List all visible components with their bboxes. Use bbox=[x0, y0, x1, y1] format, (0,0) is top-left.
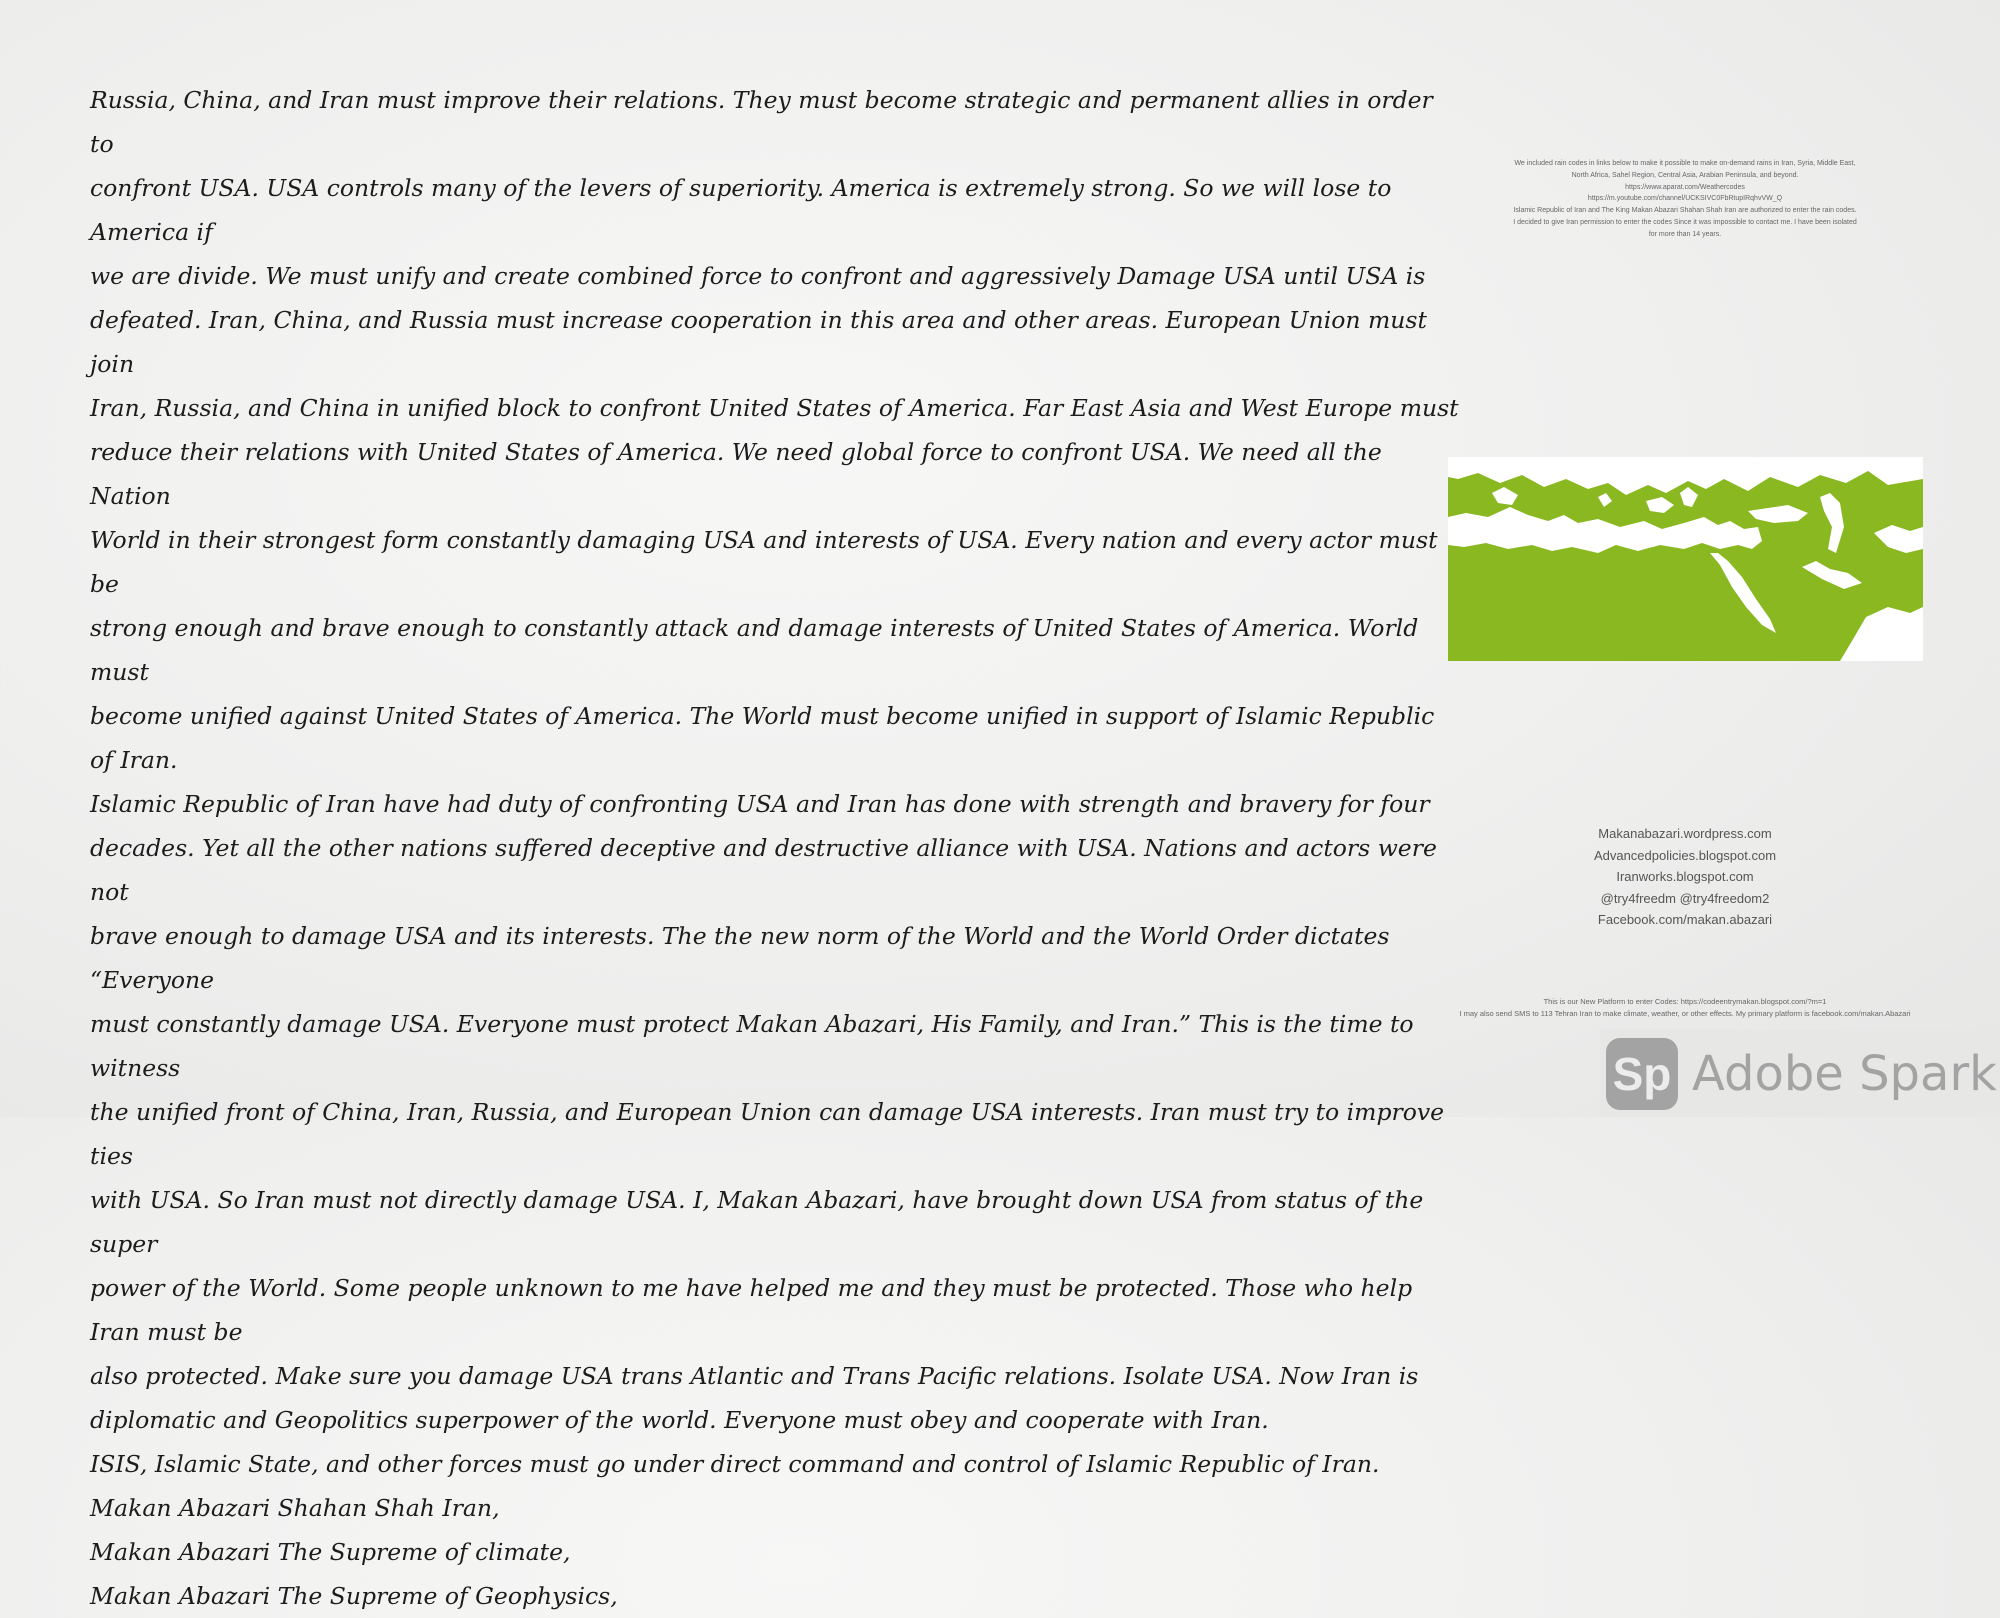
text-line: defeated. Iran, China, and Russia must increase cooperation in this area and other areas. European Union must join bbox=[90, 306, 1427, 378]
spark-brand-name: Adobe Spark bbox=[1692, 1045, 1997, 1102]
text-line: become unified against United States of America. The World must become unified in support of Islamic Republic of Iran. bbox=[90, 702, 1435, 774]
signature-line: Makan Abazari The Supreme of Geophysics, bbox=[90, 1582, 618, 1610]
signature-line: Makan Abazari The Supreme of climate, bbox=[90, 1538, 571, 1566]
rain-codes-notice bbox=[1480, 158, 1890, 241]
notice-link[interactable]: https://m.youtube.com/channel/UCKSIVC0FbRtupIRqhvVW_Q bbox=[1587, 195, 1783, 203]
text-line: ISIS, Islamic State, and other forces must go under direct command and control of Islamic Republic of Iran. bbox=[90, 1450, 1380, 1478]
spark-logo-icon: Sp bbox=[1606, 1038, 1678, 1110]
link-facebook[interactable]: Facebook.com/makan.abazari bbox=[1597, 912, 1773, 927]
text-line: power of the World. Some people unknown to me have helped me and they must be protected. Those who help Iran must be bbox=[90, 1274, 1413, 1346]
text-line: also protected. Make sure you damage USA trans Atlantic and Trans Pacific relations. Isolate USA. Now Iran is bbox=[90, 1362, 1419, 1390]
notice-line: We included rain codes in links below to make it possible to make on-demand rains in Iran, Syria, Middle East, bbox=[1514, 160, 1856, 167]
text-line: decades. Yet all the other nations suffered deceptive and destructive alliance with USA. Nations and actors were not bbox=[90, 834, 1437, 906]
adobe-spark-watermark bbox=[1600, 1030, 2000, 1117]
text-line: World in their strongest form constantly damaging USA and interests of USA. Every nation and every actor must be bbox=[90, 526, 1438, 598]
link-twitter-handles[interactable]: @try4freedm @try4freedom2 bbox=[1600, 890, 1770, 906]
platform-note bbox=[1440, 996, 1930, 1020]
footer-note-line: I may also send SMS to 113 Tehran Iran to make climate, weather, or other effects. My primary platform is facebook.com/makan.Abazari bbox=[1459, 1009, 1911, 1018]
notice-link[interactable]: https://www.aparat.com/Weathercodes bbox=[1625, 183, 1745, 191]
text-line: with USA. So Iran must not directly damage USA. I, Makan Abazari, have brought down USA from status of the super bbox=[90, 1186, 1424, 1258]
region-map-image bbox=[1448, 457, 1923, 661]
link-advancedpolicies[interactable]: Advancedpolicies.blogspot.com bbox=[1593, 847, 1777, 863]
text-line: Islamic Republic of Iran have had duty of confronting USA and Iran has done with strength and bravery for four bbox=[90, 790, 1430, 818]
text-line: must constantly damage USA. Everyone must protect Makan Abazari, His Family, and Iran.” This is the time to witness bbox=[90, 1010, 1414, 1082]
text-line: brave enough to damage USA and its interests. The the new norm of the World and the World Order dictates “Everyone bbox=[90, 922, 1390, 994]
main-article-text bbox=[90, 78, 1460, 1618]
map-graphic bbox=[1448, 457, 1923, 661]
notice-line: Islamic Republic of Iran and The King Makan Abazari Shahan Shah Iran are authorized to enter the rain codes. bbox=[1513, 207, 1857, 215]
text-line: the unified front of China, Iran, Russia, and European Union can damage USA interests. Iran must try to improve ties bbox=[90, 1098, 1445, 1170]
notice-line: I decided to give Iran permission to enter the codes Since it was impossible to contact me. I have been isolated bbox=[1513, 218, 1857, 226]
text-line: we are divide. We must unify and create combined force to confront and aggressively Damage USA until USA is bbox=[90, 262, 1426, 290]
notice-line: for more than 14 years. bbox=[1648, 230, 1722, 238]
link-wordpress[interactable]: Makanabazari.wordpress.com bbox=[1598, 826, 1772, 841]
text-line: strong enough and brave enough to constantly attack and damage interests of United States of America. World must bbox=[90, 614, 1419, 686]
footer-note-line: This is our New Platform to enter Codes: https://codeentrymakan.blogspot.com/?m=1 bbox=[1543, 997, 1827, 1006]
notice-line: North Africa, Sahel Region, Central Asia, Arabian Peninsula, and beyond. bbox=[1571, 171, 1799, 179]
text-line: Iran, Russia, and China in unified block to confront United States of America. Far East Asia and West Europe must bbox=[90, 394, 1459, 422]
text-line: diplomatic and Geopolitics superpower of the world. Everyone must obey and cooperate with Iran. bbox=[90, 1406, 1269, 1434]
text-line: reduce their relations with United States of America. We need global force to confront USA. We need all the Nation bbox=[90, 438, 1382, 510]
link-iranworks[interactable]: Iranworks.blogspot.com bbox=[1616, 869, 1754, 884]
text-line: Russia, China, and Iran must improve their relations. They must become strategic and permanent allies in order to bbox=[90, 86, 1433, 158]
contact-links bbox=[1480, 823, 1890, 931]
signature-line: Makan Abazari Shahan Shah Iran, bbox=[90, 1494, 500, 1522]
text-line: confront USA. USA controls many of the levers of superiority. America is extremely strong. So we will lose to America if bbox=[90, 174, 1392, 246]
